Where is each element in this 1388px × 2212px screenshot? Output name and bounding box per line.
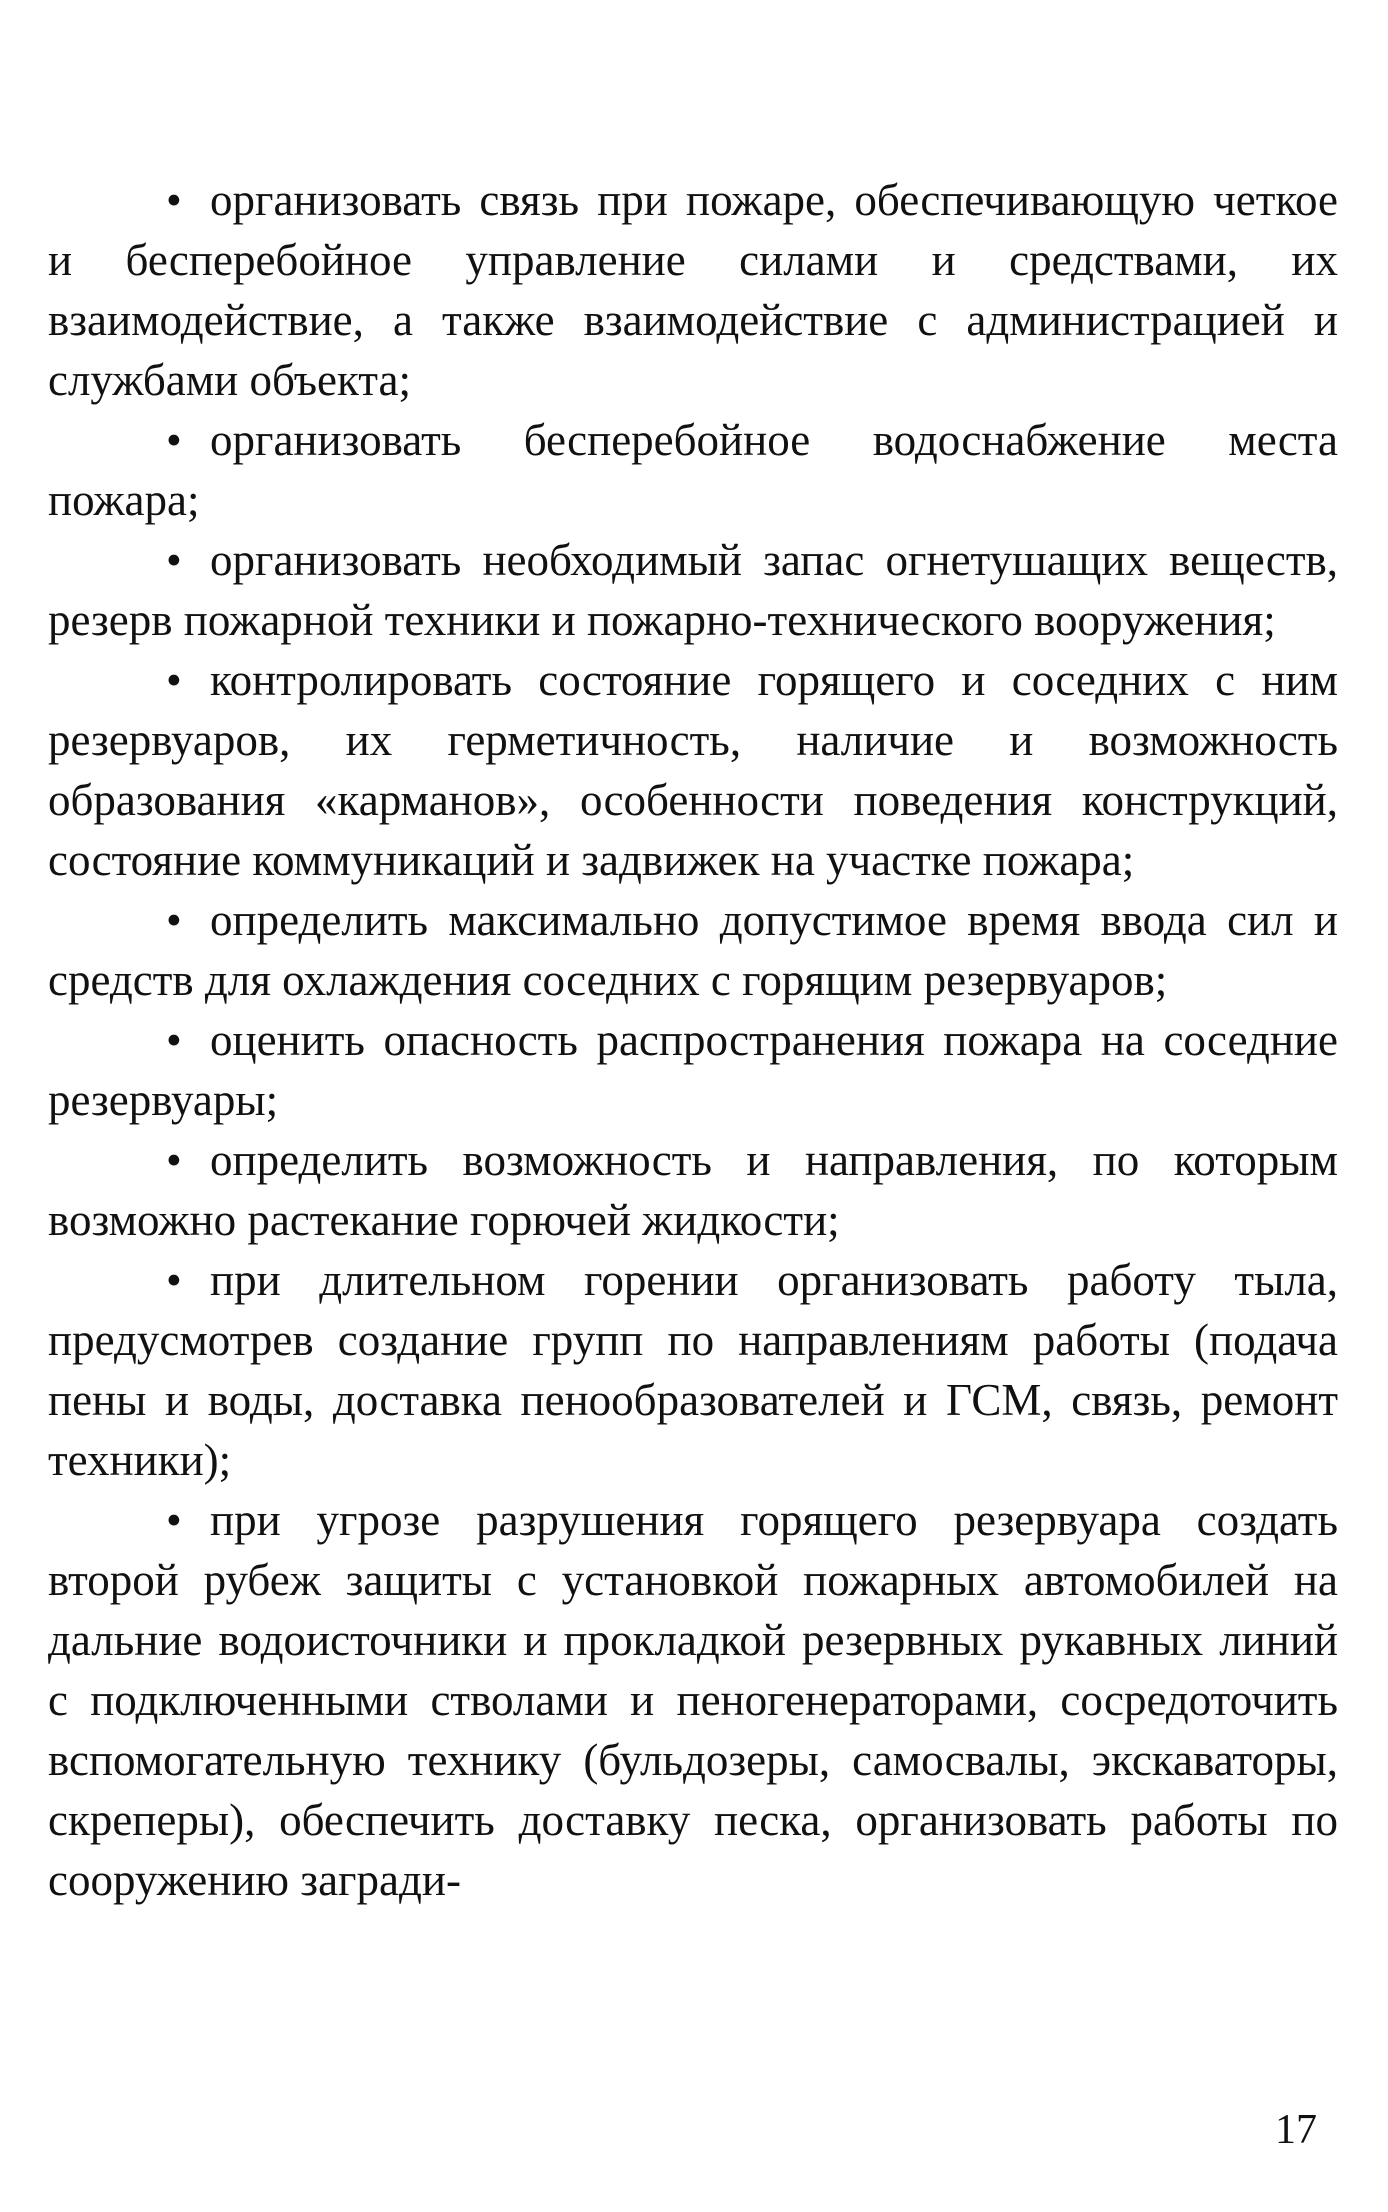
body-text	[48, 170, 1338, 1910]
list-item	[48, 530, 1338, 650]
bullet-icon: •	[166, 415, 182, 465]
bullet-icon: •	[166, 1255, 182, 1305]
list-item	[48, 170, 1338, 410]
list-item	[48, 1490, 1338, 1910]
list-item	[48, 650, 1338, 890]
list-item	[48, 410, 1338, 530]
bullet-icon: •	[166, 1135, 182, 1185]
list-item	[48, 1130, 1338, 1250]
bullet-icon: •	[166, 1495, 182, 1545]
list-item-text: организовать необходимый запас огнетушащих веществ, резерв пожарной техники и пожарно-технического вооружения;	[48, 535, 1338, 645]
bullet-icon: •	[166, 1015, 182, 1065]
list-item-text: организовать бесперебойное водоснабжение места пожара;	[48, 415, 1338, 525]
page-number: 17	[1275, 2107, 1317, 2153]
list-item	[48, 1250, 1338, 1490]
bullet-icon: •	[166, 535, 182, 585]
bullet-icon: •	[166, 655, 182, 705]
bullet-icon: •	[166, 895, 182, 945]
bullet-icon: •	[166, 175, 182, 225]
list-item-text: при угрозе разрушения горящего резервуара создать второй рубеж защиты с установкой пожарных автомобилей на дальние водоисточники и прокладкой резервных рукавных линий с подключенными стволами и пеногенераторами, сосредоточить вспомогательную технику (бульдозеры, самосвалы, экскаваторы, скреперы), обеспечить доставку песка, организовать работы по сооружению загради-	[48, 1495, 1338, 1905]
list-item-text: организовать связь при пожаре, обеспечивающую четкое и бесперебойное управление силами и средствами, их взаимодействие, а также взаимодействие с администрацией и службами объекта;	[48, 175, 1338, 405]
list-item	[48, 1010, 1338, 1130]
list-item-text: определить возможность и направления, по которым возможно растекание горючей жидкости;	[48, 1135, 1338, 1245]
list-item	[48, 890, 1338, 1010]
list-item-text: оценить опасность распространения пожара на соседние резервуары;	[48, 1015, 1338, 1125]
list-item-text: определить максимально допустимое время ввода сил и средств для охлаждения соседних с горящим резервуаров;	[48, 895, 1338, 1005]
list-item-text: при длительном горении организовать работу тыла, предусмотрев создание групп по направлениям работы (подача пены и воды, доставка пенообразователей и ГСМ, связь, ремонт техники);	[48, 1255, 1338, 1485]
list-item-text: контролировать состояние горящего и соседних с ним резервуаров, их герметичность, наличие и возможность образования «карманов», особенности поведения конструкций, состояние коммуникаций и задвижек на участке пожара;	[48, 655, 1338, 885]
